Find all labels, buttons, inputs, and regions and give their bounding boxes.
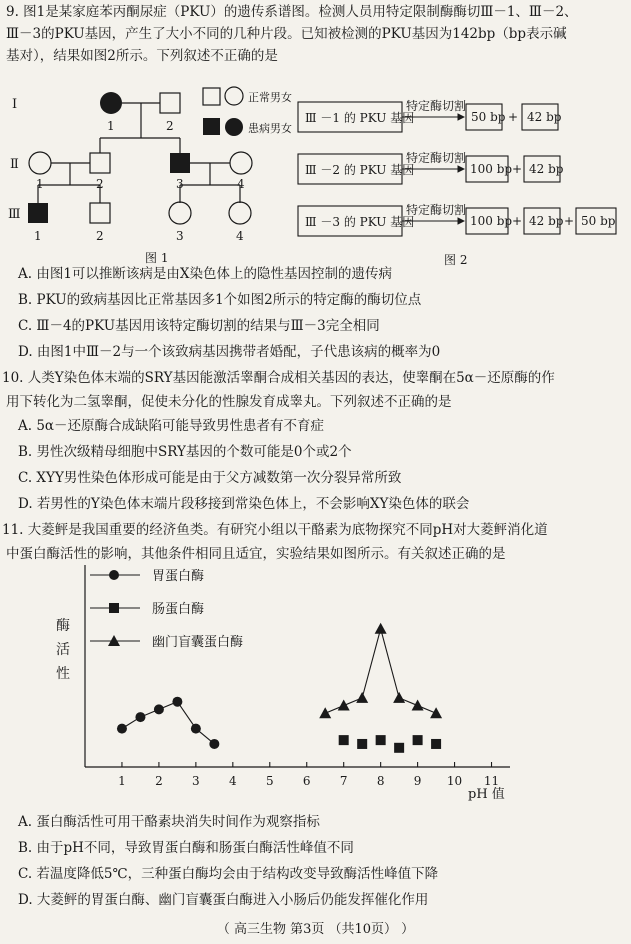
gel-row-3-frag-1: 100 bp: [470, 214, 513, 228]
pedigree-label-II-3: 3: [176, 177, 184, 191]
legend-normal-male-icon: [203, 88, 220, 105]
gel-row-2-gene: Ⅲ －2 的 PKU 基因: [305, 163, 415, 177]
chart-point-circle: [191, 724, 201, 734]
legend-affected-label: 患病男女: [248, 122, 292, 135]
chart-x-tick-label: 11: [483, 774, 500, 788]
chart-point-triangle: [375, 623, 387, 634]
gel-row-3-plus-2: +: [564, 214, 575, 228]
pedigree-II-3-affected-male: [170, 153, 190, 173]
q9-stem-line-2: Ⅲ－3的PKU基因，产生了大小不同的几种片段。已知被检测的PKU基因为142bp（bp表示碱: [6, 26, 567, 42]
pedigree-label-II-2: 2: [96, 177, 104, 191]
pedigree-label-II-4: 4: [237, 177, 245, 191]
page-footer: （ 高三生物 第3页 （共10页） ）: [216, 922, 415, 937]
q11-stem-line-1: 11. 大菱鲆是我国重要的经济鱼类。有研究小组以干酪素为底物探究不同pH对大菱鲆消化道: [2, 522, 548, 538]
q11-option-d: D. 大菱鲆的胃蛋白酶、幽门盲囊蛋白酶进入小肠后仍能发挥催化作用: [18, 892, 429, 908]
q9-option-b: B. PKU的致病基因比正常基因多1个如图2所示的特定酶的酶切位点: [18, 292, 422, 308]
enzyme-activity-chart: [40, 565, 540, 815]
q10-option-c: C. XYY男性染色体形成可能是由于父方减数第一次分裂异常所致: [18, 470, 402, 486]
chart-x-tick-label: 2: [155, 774, 163, 788]
q11-stem-line-2: 中蛋白酶活性的影响，其他条件相同且适宜，实验结果如图所示。有关叙述正确的是: [6, 546, 506, 562]
q9-stem-line-3: 基对），结果如图2所示。下列叙述不正确的是: [6, 48, 278, 64]
chart-series-line-triangle: [325, 629, 436, 713]
pedigree-label-III-2: 2: [96, 229, 104, 243]
chart-point-circle: [209, 739, 219, 749]
chart-y-label-char: 活: [56, 642, 70, 658]
pedigree-label-III-4: 4: [236, 229, 244, 243]
chart-y-label-char: 酶: [56, 618, 70, 634]
q10-stem-line-1: 10. 人类Y染色体末端的SRY基因能激活睾酮合成相关基因的表达，使睾酮在5α－还原酶的作: [2, 370, 555, 386]
q9-stem-line-1: 9. 图1是某家庭苯丙酮尿症（PKU）的遗传系谱图。检测人员用特定限制酶酶切Ⅲ－1、Ⅲ－2、: [6, 4, 578, 20]
enzyme-cut-figure: [296, 88, 626, 270]
gel-row-1-enzyme: 特定酶切割: [406, 99, 467, 113]
pedigree-I-2-normal-male: [160, 93, 180, 113]
chart-legend-label: 幽门盲囊蛋白酶: [152, 635, 244, 650]
chart-point-triangle: [319, 707, 331, 718]
chart-point-square: [431, 739, 441, 749]
pedigree-label-II-1: 1: [36, 177, 44, 191]
chart-legend-marker-square: [109, 603, 119, 613]
q9-option-c: C. Ⅲ－4的PKU基因用该特定酶切割的结果与Ⅲ－3完全相同: [18, 318, 380, 334]
q11-option-c: C. 若温度降低5℃，三种蛋白酶均会由于结构改变导致酶活性峰值下降: [18, 866, 439, 882]
chart-x-tick-label: 9: [413, 774, 422, 788]
pedigree-III-3-normal-female: [169, 202, 191, 224]
chart-point-triangle: [393, 692, 405, 703]
q10-option-d: D. 若男性的Y染色体末端片段移接到常染色体上，不会影响XY染色体的联会: [18, 496, 470, 512]
legend-affected-male-icon: [203, 118, 220, 135]
chart-x-tick-label: 7: [339, 774, 348, 788]
pedigree-II-1-normal-female: [29, 152, 51, 174]
chart-point-square: [413, 735, 423, 745]
q11-option-a: A. 蛋白酶活性可用干酪素块消失时间作为观察指标: [18, 814, 320, 830]
q11-option-b: B. 由于pH不同，导致胃蛋白酶和肠蛋白酶活性峰值不同: [18, 840, 354, 856]
gel-row-3-enzyme: 特定酶切割: [406, 203, 467, 217]
chart-point-triangle: [412, 700, 424, 711]
gel-row-2-frag-2: 42 bp: [529, 162, 564, 176]
chart-x-tick-label: 10: [446, 774, 463, 788]
chart-x-tick-label: 5: [265, 774, 274, 788]
generation-label-II: Ⅱ: [10, 157, 19, 172]
chart-point-circle: [172, 697, 182, 707]
legend-normal-female-icon: [225, 87, 243, 105]
gel-row-1-frag-2: 42 bp: [527, 110, 562, 124]
gel-row-1-gene: Ⅲ －1 的 PKU 基因: [305, 111, 415, 125]
gel-row-1-frag-1: 50 bp: [471, 110, 506, 124]
chart-legend-label: 胃蛋白酶: [152, 569, 205, 584]
pedigree-label-III-1: 1: [34, 229, 42, 243]
chart-x-tick-label: 4: [229, 774, 237, 788]
gel-row-3-gene: Ⅲ －3 的 PKU 基因: [305, 215, 415, 229]
pedigree-figure: [0, 70, 300, 270]
pedigree-III-1-affected-male: [28, 203, 48, 223]
chart-y-label-char: 性: [56, 666, 70, 682]
chart-point-square: [376, 735, 386, 745]
gel-row-2-plus: +: [512, 162, 523, 176]
gel-row-3-plus-1: +: [512, 214, 523, 228]
gel-row-2-frag-1: 100 bp: [470, 162, 513, 176]
chart-series-line-circle: [122, 702, 214, 744]
chart-point-square: [339, 735, 349, 745]
q9-option-d: D. 由图1中Ⅲ－2与一个该致病基因携带者婚配，子代患该病的概率为0: [18, 344, 441, 360]
chart-point-triangle: [430, 707, 442, 718]
chart-x-tick-label: 3: [192, 774, 200, 788]
q10-option-b: B. 男性次级精母细胞中SRY基因的个数可能是0个或2个: [18, 444, 352, 460]
chart-point-triangle: [356, 692, 368, 703]
chart-legend-marker-circle: [109, 570, 119, 580]
chart-point-circle: [154, 704, 164, 714]
figure-2-caption: 图 2: [444, 253, 468, 267]
pedigree-III-2-normal-male: [90, 203, 110, 223]
pedigree-II-2-normal-male: [90, 153, 110, 173]
figure-1-caption: 图 1: [145, 251, 169, 265]
chart-point-square: [394, 743, 404, 753]
q10-option-a: A. 5α－还原酶合成缺陷可能导致男性患者有不育症: [18, 418, 325, 434]
pedigree-label-I-2: 2: [166, 119, 174, 133]
chart-point-circle: [135, 712, 145, 722]
gel-row-2-enzyme: 特定酶切割: [406, 151, 467, 165]
pedigree-label-I-1: 1: [107, 119, 115, 133]
chart-point-circle: [117, 724, 127, 734]
gel-row-1-plus: +: [508, 110, 519, 124]
chart-y-label: [56, 618, 70, 682]
legend-normal-label: 正常男女: [248, 91, 292, 104]
pedigree-III-4-normal-female: [229, 202, 251, 224]
generation-label-III: Ⅲ: [8, 207, 21, 222]
pedigree-I-1-affected-female: [100, 92, 122, 114]
legend-affected-female-icon: [225, 118, 243, 136]
pedigree-II-4-normal-female: [230, 152, 252, 174]
gel-row-3-frag-2: 42 bp: [529, 214, 564, 228]
q10-stem-line-2: 用下转化为二氢睾酮，促使未分化的性腺发育成睾丸。下列叙述不正确的是: [6, 394, 452, 410]
chart-x-tick-label: 8: [376, 774, 385, 788]
chart-legend-label: 肠蛋白酶: [152, 602, 205, 617]
chart-point-square: [357, 739, 367, 749]
q9-option-a: A. 由图1可以推断该病是由X染色体上的隐性基因控制的遗传病: [18, 266, 393, 282]
chart-point-triangle: [338, 700, 350, 711]
generation-label-I: Ⅰ: [12, 97, 18, 112]
chart-x-label: pH 值: [468, 787, 505, 802]
chart-x-tick-label: 1: [118, 774, 126, 788]
pedigree-label-III-3: 3: [176, 229, 184, 243]
gel-row-3-frag-3: 50 bp: [581, 214, 616, 228]
chart-x-tick-label: 6: [302, 774, 311, 788]
